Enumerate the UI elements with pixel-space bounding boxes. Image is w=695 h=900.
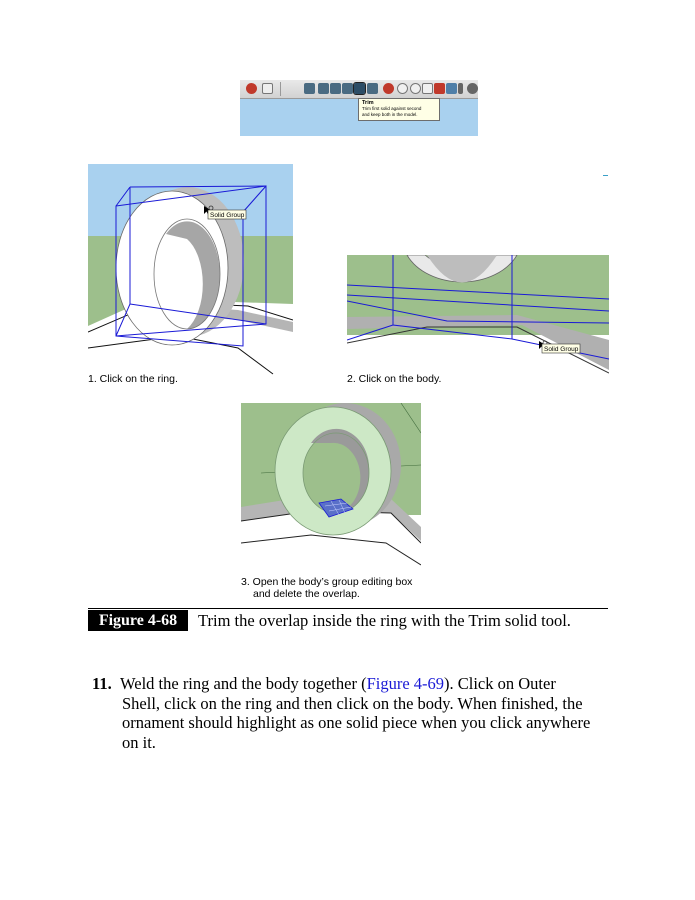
trim-tooltip [358,98,440,121]
panel-3-caption-line2: and delete the overlap. [253,588,360,600]
panel-3-caption-line1: 3. Open the body’s group editing box [241,576,413,588]
position-camera-icon [458,83,463,94]
figure-panel-2 [347,255,609,379]
figure-4-69-link[interactable]: Figure 4-69 [366,674,445,693]
step-line-1-text-after: ). Click on Outer [444,674,556,693]
panel-2-marker [603,175,608,176]
step-line-1 [120,674,556,694]
tooltip-description-line2: and keep both in the model. [362,111,418,117]
look-around-icon [467,83,478,94]
panel-1-caption: 1. Click on the ring. [88,373,178,385]
step-line-4: on it. [122,732,156,752]
step-number: 11. [92,674,112,693]
zoom-extents-icon [434,83,445,94]
figure-panel-1 [88,164,293,376]
refresh-icon [262,83,273,94]
step-line-3: ornament should highlight as one solid piece when you click anywhere [122,713,591,732]
panel-3-illustration [241,403,421,573]
intersect-icon [318,83,329,94]
step-line-1-text: Weld the ring and the body together ( [120,674,367,693]
toolbar-screenshot [240,80,478,136]
zoom-window-icon [422,83,433,94]
panel-2-caption: 2. Click on the body. [347,373,442,385]
figure-label: Figure 4-68 [88,610,188,631]
step-line-2: Shell, click on the ring and then click on the body. When finished, the [122,693,583,713]
panel-1-solid-group-tag: Solid Group [210,212,245,219]
pan-icon [383,83,394,94]
subtract-icon [342,83,353,94]
split-icon [367,83,378,94]
figure-panel-3 [241,403,421,573]
zoom-icon [410,83,421,94]
panel-2-illustration [347,255,609,379]
toolbar-strip [240,80,478,99]
trim-icon [354,83,365,94]
figure-caption: Trim the overlap inside the ring with the Trim solid tool. [198,611,571,630]
outer-shell-icon [304,83,315,94]
ruby-icon [246,83,257,94]
previous-icon [446,83,457,94]
panel-2-solid-group-tag: Solid Group [544,346,579,353]
orbit-icon [397,83,408,94]
tooltip-description-line1: Trim first solid against second [362,106,422,111]
union-icon [330,83,341,94]
tooltip-title: Trim [362,100,374,106]
panel-1-illustration [88,164,293,376]
toolbar-separator [280,82,281,96]
